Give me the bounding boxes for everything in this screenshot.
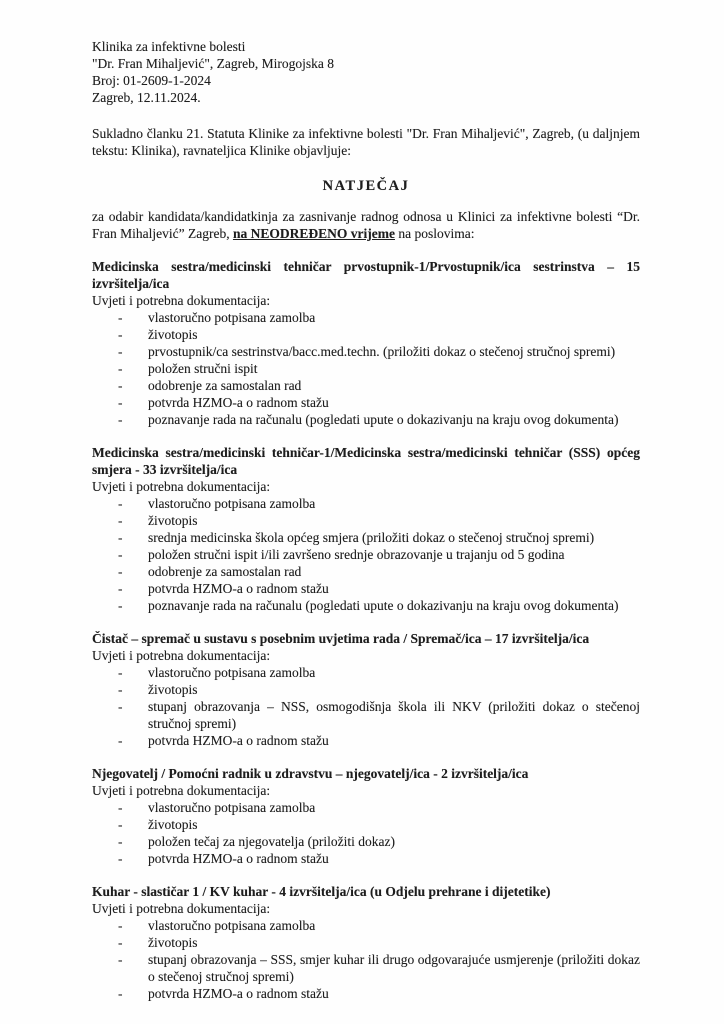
purpose-text-after: na poslovima: — [394, 226, 475, 241]
requirement-item — [92, 360, 640, 377]
bullet-dash: - — [118, 361, 123, 376]
requirement-text: vlastoručno potpisana zamolba — [148, 800, 316, 815]
position-title: Medicinska sestra/medicinski tehničar-1/Medicinska sestra/medicinski tehničar (SSS) općeg smjera - 33 izvršitelja/ica — [92, 445, 640, 477]
requirement-text: životopis — [148, 817, 198, 832]
bullet-dash: - — [118, 834, 123, 849]
requirements-list — [92, 664, 640, 749]
position-section — [92, 258, 640, 428]
bullet-dash: - — [118, 581, 123, 596]
bullet-dash: - — [118, 851, 123, 866]
requirement-item — [92, 563, 640, 580]
purpose-text-before: za odabir kandidata/kandidatkinja za zasnivanje radnog odnosa u Klinici za infektivne bolesti “Dr. Fran Mihaljević” Zagreb, — [92, 209, 640, 241]
bullet-dash: - — [118, 310, 123, 325]
requirement-text: vlastoručno potpisana zamolba — [148, 665, 316, 680]
position-section — [92, 444, 640, 614]
bullet-dash: - — [118, 952, 123, 967]
bullet-dash: - — [118, 496, 123, 511]
requirements-list — [92, 495, 640, 614]
requirement-item — [92, 732, 640, 749]
positions — [92, 258, 640, 1002]
letterhead-line-number: Broj: 01-2609-1-2024 — [92, 73, 211, 88]
position-section — [92, 765, 640, 867]
requirements-label: Uvjeti i potrebna dokumentacija: — [92, 479, 271, 494]
requirement-text: vlastoručno potpisana zamolba — [148, 918, 316, 933]
requirement-item — [92, 529, 640, 546]
bullet-dash: - — [118, 344, 123, 359]
requirement-text: životopis — [148, 682, 198, 697]
document-title: NATJEČAJ — [322, 178, 410, 194]
requirement-item — [92, 597, 640, 614]
bullet-dash: - — [118, 378, 123, 393]
requirement-item — [92, 833, 640, 850]
bullet-dash: - — [118, 598, 123, 613]
requirement-item — [92, 664, 640, 681]
requirement-item — [92, 495, 640, 512]
document-content — [92, 38, 640, 1002]
bullet-dash: - — [118, 800, 123, 815]
intro-paragraph: Sukladno članku 21. Statuta Klinike za infektivne bolesti "Dr. Fran Mihaljević", Zagreb, (u daljnjem tekstu: Klinika), ravnateljica Klinike objavljuje: — [92, 126, 640, 158]
requirement-item — [92, 512, 640, 529]
requirements-label: Uvjeti i potrebna dokumentacija: — [92, 293, 271, 308]
requirements-label: Uvjeti i potrebna dokumentacija: — [92, 648, 271, 663]
requirement-item — [92, 816, 640, 833]
position-title: Kuhar - slastičar 1 / KV kuhar - 4 izvršitelja/ica (u Odjelu prehrane i dijetetike) — [92, 884, 551, 899]
requirement-item — [92, 326, 640, 343]
bullet-dash: - — [118, 513, 123, 528]
position-title: Njegovatelj / Pomoćni radnik u zdravstvu – njegovatelj/ica - 2 izvršitelja/ica — [92, 766, 529, 781]
requirement-text: srednja medicinska škola općeg smjera (priložiti dokaz o stečenoj stručnoj spremi) — [148, 530, 595, 545]
requirements-list — [92, 917, 640, 1002]
requirement-text: položen stručni ispit — [148, 361, 258, 376]
requirements-list — [92, 309, 640, 428]
letterhead — [92, 38, 640, 106]
letterhead-line-address: "Dr. Fran Mihaljević", Zagreb, Mirogojska 8 — [92, 56, 334, 71]
bullet-dash: - — [118, 327, 123, 342]
bullet-dash: - — [118, 547, 123, 562]
purpose-emphasis: na NEODREĐENO vrijeme — [232, 226, 395, 241]
requirement-item — [92, 309, 640, 326]
requirement-text: potvrda HZMO-a o radnom stažu — [148, 581, 329, 596]
requirement-text: položen tečaj za njegovatelja (priložiti dokaz) — [148, 834, 396, 849]
requirement-text: vlastoručno potpisana zamolba — [148, 310, 316, 325]
requirement-text: životopis — [148, 513, 198, 528]
bullet-dash: - — [118, 817, 123, 832]
requirements-label: Uvjeti i potrebna dokumentacija: — [92, 901, 271, 916]
requirement-item — [92, 580, 640, 597]
bullet-dash: - — [118, 935, 123, 950]
requirement-item — [92, 681, 640, 698]
requirement-item — [92, 394, 640, 411]
position-section — [92, 630, 640, 749]
letterhead-line-institution: Klinika za infektivne bolesti — [92, 39, 246, 54]
requirement-item — [92, 343, 640, 360]
requirement-item — [92, 951, 640, 985]
requirement-item — [92, 546, 640, 563]
requirement-text: poznavanje rada na računalu (pogledati upute o dokazivanju na kraju ovog dokumenta) — [148, 598, 619, 613]
bullet-dash: - — [118, 665, 123, 680]
position-section — [92, 883, 640, 1002]
bullet-dash: - — [118, 918, 123, 933]
requirement-item — [92, 799, 640, 816]
bullet-dash: - — [118, 564, 123, 579]
requirement-text: potvrda HZMO-a o radnom stažu — [148, 733, 329, 748]
bullet-dash: - — [118, 733, 123, 748]
requirement-text: odobrenje za samostalan rad — [148, 564, 302, 579]
requirement-text: poznavanje rada na računalu (pogledati upute o dokazivanju na kraju ovog dokumenta) — [148, 412, 619, 427]
letterhead-line-date: Zagreb, 12.11.2024. — [92, 90, 201, 105]
requirement-text: životopis — [148, 935, 198, 950]
requirement-item — [92, 411, 640, 428]
bullet-dash: - — [118, 682, 123, 697]
requirement-text: potvrda HZMO-a o radnom stažu — [148, 395, 329, 410]
requirement-item — [92, 377, 640, 394]
requirement-text: vlastoručno potpisana zamolba — [148, 496, 316, 511]
requirements-label: Uvjeti i potrebna dokumentacija: — [92, 783, 271, 798]
requirement-item — [92, 850, 640, 867]
requirement-text: prvostupnik/ca sestrinstva/bacc.med.techn. (priložiti dokaz o stečenoj stručnoj spremi) — [148, 344, 616, 359]
bullet-dash: - — [118, 986, 123, 1001]
bullet-dash: - — [118, 699, 123, 714]
position-title: Čistač – spremač u sustavu s posebnim uvjetima rada / Spremač/ica – 17 izvršitelja/ica — [92, 631, 590, 646]
requirements-list — [92, 799, 640, 867]
bullet-dash: - — [118, 530, 123, 545]
requirement-item — [92, 934, 640, 951]
requirement-text: potvrda HZMO-a o radnom stažu — [148, 986, 329, 1001]
requirement-text: životopis — [148, 327, 198, 342]
bullet-dash: - — [118, 395, 123, 410]
bullet-dash: - — [118, 412, 123, 427]
requirement-item — [92, 698, 640, 732]
requirement-item — [92, 985, 640, 1002]
requirement-text: stupanj obrazovanja – NSS, osmogodišnja škola ili NKV (priložiti dokaz o stečenoj stručnoj spremi) — [148, 699, 640, 731]
purpose-paragraph — [92, 208, 640, 242]
requirement-text: stupanj obrazovanja – SSS, smjer kuhar ili drugo odgovarajuće usmjerenje (priložiti dokaz o stečenoj stručnoj spremi) — [148, 952, 640, 984]
position-title: Medicinska sestra/medicinski tehničar prvostupnik-1/Prvostupnik/ica sestrinstva – 15 izvršitelja/ica — [92, 259, 640, 291]
requirement-item — [92, 917, 640, 934]
requirement-text: položen stručni ispit i/ili završeno srednje obrazovanje u trajanju od 5 godina — [148, 547, 565, 562]
requirement-text: potvrda HZMO-a o radnom stažu — [148, 851, 329, 866]
requirement-text: odobrenje za samostalan rad — [148, 378, 302, 393]
